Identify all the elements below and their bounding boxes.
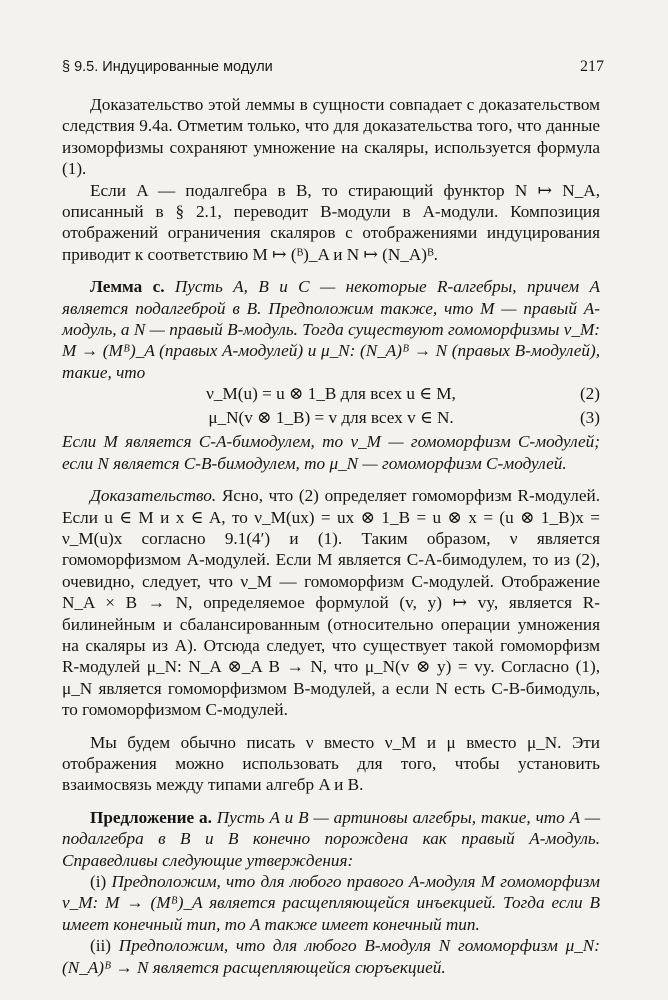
lemma-remark: Если M является C-A-бимодулем, то ν_M — гомоморфизм C-модулей; если N является C-B-бимодулем, то μ_N — гомоморфизм C-модулей. — [62, 432, 600, 473]
equation-number: (3) — [579, 408, 600, 428]
equation-2 — [62, 383, 600, 407]
proposition-statement — [62, 807, 600, 871]
proposition-text: Пусть A и B — артиновы алгебры, такие, что A — подалгебра в B и B конечно порождена как правый A-модуль. Справедливы следующие утверждения: — [62, 807, 600, 870]
proof-paragraph — [62, 485, 600, 720]
equation-3 — [62, 407, 600, 431]
equation-number: (2) — [579, 384, 600, 404]
running-header — [62, 58, 604, 76]
lemma-label: Лемма с. — [90, 277, 165, 297]
item-text: Предположим, что для любого B-модуля N гомоморфизм μ_N: (N_A)ᴮ → N является расщепляющейся сюръекцией. — [62, 936, 600, 977]
functor-paragraph: Если A — подалгебра в B, то стирающий функтор N ↦ N_A, описанный в § 2.1, переводит B-модули в A-модули. Композиция отображений ограничения скаляров с отображениями индуцирования приводит к соответствию M ↦ (ᴮ)_A и N ↦ (N_A)ᴮ. — [62, 180, 600, 264]
item-text: Предположим, что для любого правого A-модуля M гомоморфизм ν_M: M → (Mᴮ)_A является расщепляющейся инъекцией. Тогда если B имеет конечный тип, то A также имеет конечный тип. — [62, 872, 601, 934]
section-title: § 9.5. Индуцированные модули — [62, 59, 273, 75]
notation-paragraph: Мы будем обычно писать ν вместо ν_M и μ вместо μ_N. Эти отображения можно использовать для того, чтобы установить взаимосвязь между типами алгебр A и B. — [62, 732, 600, 795]
equation-body: μ_N(v ⊗ 1_B) = v для всех v ∈ N. — [208, 408, 454, 428]
proof-label: Доказательство. — [90, 486, 217, 506]
equation-body: ν_M(u) = u ⊗ 1_B для всех u ∈ M, — [206, 384, 456, 404]
proof-intro-paragraph: Доказательство этой леммы в сущности совпадает с доказательством следствия 9.4а. Отметим только, что для доказательства того, что данные изоморфизмы сохраняют умножение на скаляры, используется формула (1). — [62, 95, 600, 179]
proposition-label: Предложение а. — [90, 807, 212, 827]
page-number: 217 — [580, 58, 604, 75]
item-marker: (i) — [90, 872, 107, 891]
page-body — [62, 94, 600, 978]
item-marker: (ii) — [90, 936, 111, 956]
proof-text: Ясно, что (2) определяет гомоморфизм R-модулей. Если u ∈ M и x ∈ A, то ν_M(ux) = ux ⊗ 1_B = u ⊗ x = (u ⊗ 1_B)x = ν_M(u)x согласно 9.1(4′) и (1). Таким образом, ν является гомоморфизмом A-модулей. Если M является C-A-бимодулем, то из (2), очевидно, следует, что ν_M — гомоморфизм C-модулей. Отображение N_A × B → N, определяемое формулой (v, y) ↦ vy, является R-билинейным и сбалансированным (относительно операции умножения на скаляры из A). Отсюда следует, что существует такой гомоморфизм R-модулей μ_N: N_A ⊗_A B → N, что μ_N(v ⊗ y) = vy. Согласно (1), μ_N является гомоморфизмом B-модулей, а если N есть C-B-бимодуль, то гомоморфизмом C-модулей. — [62, 486, 600, 720]
lemma-text: Пусть A, B и C — некоторые R-алгебры, причем A является подалгеброй в B. Предположим также, что M — правый A-модуль, а N — правый B-модуль. Тогда существуют гомоморфизмы ν_M: M → (Mᴮ)_A (правых A-модулей) и μ_N: (N_A)ᴮ → N (правых B-модулей), такие, что — [62, 277, 600, 382]
lemma-statement — [62, 276, 600, 383]
proposition-item-ii — [62, 935, 600, 978]
proposition-item-i — [62, 871, 600, 935]
